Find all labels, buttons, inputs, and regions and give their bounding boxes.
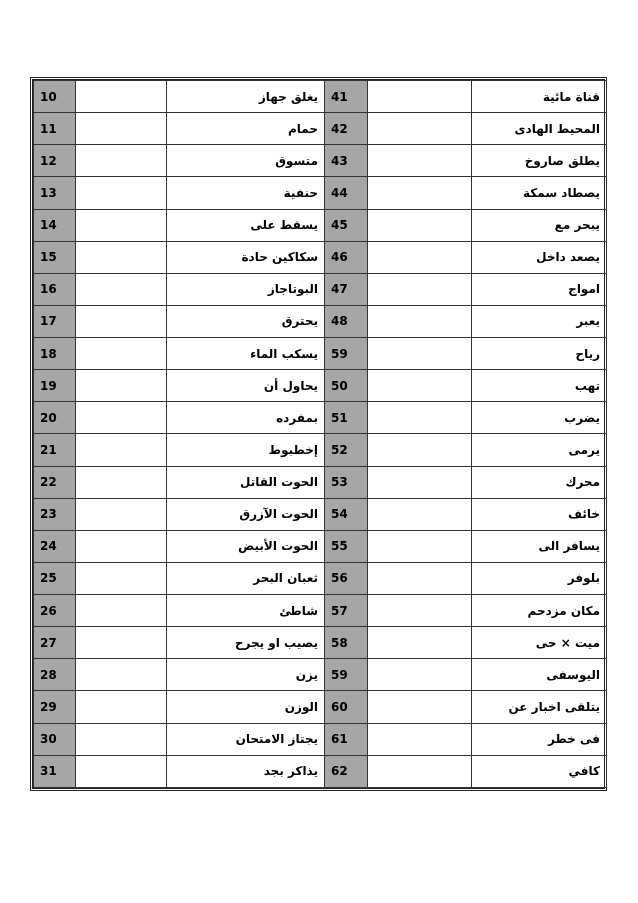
left-item-word: يحاول أن <box>167 370 325 402</box>
right-answer-cell <box>368 370 472 402</box>
left-item-number: 24 <box>34 530 76 562</box>
left-answer-cell <box>76 177 167 209</box>
table-row <box>34 177 607 209</box>
right-item-number: 42 <box>325 113 368 145</box>
left-item-word: الحوت الآزرق <box>167 498 325 530</box>
right-item-number: 61 <box>325 723 368 755</box>
table-row <box>34 209 607 241</box>
left-item-number: 25 <box>34 562 76 594</box>
left-item-word: الوزن <box>167 691 325 723</box>
left-item-number: 23 <box>34 498 76 530</box>
left-answer-cell <box>76 241 167 273</box>
table-row <box>34 595 607 627</box>
right-item-number: 59 <box>325 338 368 370</box>
left-answer-cell <box>76 113 167 145</box>
right-item-word: محرك <box>472 466 607 498</box>
left-answer-cell <box>76 145 167 177</box>
left-item-word: يسقط على <box>167 209 325 241</box>
right-answer-cell <box>368 530 472 562</box>
left-answer-cell <box>76 81 167 113</box>
left-item-word: ثعبان البحر <box>167 562 325 594</box>
right-item-number: 45 <box>325 209 368 241</box>
left-item-word: يزن <box>167 659 325 691</box>
left-item-number: 19 <box>34 370 76 402</box>
right-item-number: 56 <box>325 562 368 594</box>
right-item-word: خائف <box>472 498 607 530</box>
left-answer-cell <box>76 466 167 498</box>
right-answer-cell <box>368 723 472 755</box>
right-item-word: مكان مزدحم <box>472 595 607 627</box>
right-item-number: 50 <box>325 370 368 402</box>
right-item-number: 43 <box>325 145 368 177</box>
left-item-number: 29 <box>34 691 76 723</box>
right-answer-cell <box>368 595 472 627</box>
right-item-number: 44 <box>325 177 368 209</box>
right-item-number: 51 <box>325 402 368 434</box>
table-row <box>34 402 607 434</box>
left-item-word: الحوت الأبيض <box>167 530 325 562</box>
right-answer-cell <box>368 113 472 145</box>
left-item-number: 21 <box>34 434 76 466</box>
right-answer-cell <box>368 498 472 530</box>
right-item-word: تهب <box>472 370 607 402</box>
right-item-number: 62 <box>325 755 368 787</box>
table-row <box>34 530 607 562</box>
table-row <box>34 627 607 659</box>
table-row <box>34 273 607 305</box>
left-answer-cell <box>76 530 167 562</box>
left-item-number: 18 <box>34 338 76 370</box>
vocabulary-sheet <box>30 77 607 791</box>
right-item-number: 41 <box>325 81 368 113</box>
table-row <box>34 370 607 402</box>
left-answer-cell <box>76 338 167 370</box>
left-item-word: يجتاز الامتحان <box>167 723 325 755</box>
right-item-word: اليوسفى <box>472 659 607 691</box>
left-answer-cell <box>76 273 167 305</box>
left-item-number: 13 <box>34 177 76 209</box>
left-item-number: 30 <box>34 723 76 755</box>
left-answer-cell <box>76 209 167 241</box>
right-item-number: 54 <box>325 498 368 530</box>
left-answer-cell <box>76 562 167 594</box>
right-item-number: 57 <box>325 595 368 627</box>
left-answer-cell <box>76 627 167 659</box>
table-row <box>34 498 607 530</box>
left-item-word: يذاكر بجد <box>167 755 325 787</box>
right-answer-cell <box>368 466 472 498</box>
left-item-number: 10 <box>34 81 76 113</box>
left-item-word: حنفية <box>167 177 325 209</box>
left-item-word: إخطبوط <box>167 434 325 466</box>
right-answer-cell <box>368 81 472 113</box>
left-item-word: شاطئ <box>167 595 325 627</box>
left-item-word: حمام <box>167 113 325 145</box>
left-answer-cell <box>76 305 167 337</box>
right-item-word: المحيط الهادى <box>472 113 607 145</box>
right-item-word: يضرب <box>472 402 607 434</box>
right-item-number: 47 <box>325 273 368 305</box>
left-item-word: بمفرده <box>167 402 325 434</box>
right-item-number: 59 <box>325 659 368 691</box>
left-answer-cell <box>76 723 167 755</box>
left-item-number: 14 <box>34 209 76 241</box>
right-answer-cell <box>368 305 472 337</box>
left-item-word: يصيب او يجرح <box>167 627 325 659</box>
right-item-word: يرمى <box>472 434 607 466</box>
table-row <box>34 691 607 723</box>
right-item-number: 55 <box>325 530 368 562</box>
left-item-word: متسوق <box>167 145 325 177</box>
left-item-word: يسكب الماء <box>167 338 325 370</box>
table-row <box>34 466 607 498</box>
right-answer-cell <box>368 209 472 241</box>
left-answer-cell <box>76 659 167 691</box>
table-row <box>34 305 607 337</box>
right-item-number: 58 <box>325 627 368 659</box>
right-answer-cell <box>368 241 472 273</box>
right-item-word: يصعد داخل <box>472 241 607 273</box>
right-answer-cell <box>368 177 472 209</box>
right-answer-cell <box>368 562 472 594</box>
left-answer-cell <box>76 434 167 466</box>
table-row <box>34 659 607 691</box>
left-item-word: يحترق <box>167 305 325 337</box>
left-item-number: 12 <box>34 145 76 177</box>
right-answer-cell <box>368 659 472 691</box>
right-item-number: 60 <box>325 691 368 723</box>
right-item-word: بلوفر <box>472 562 607 594</box>
left-item-number: 22 <box>34 466 76 498</box>
table-row <box>34 562 607 594</box>
right-answer-cell <box>368 402 472 434</box>
left-item-word: البوتاجاز <box>167 273 325 305</box>
left-item-number: 15 <box>34 241 76 273</box>
left-item-number: 11 <box>34 113 76 145</box>
table-row <box>34 434 607 466</box>
right-item-number: 46 <box>325 241 368 273</box>
table-row <box>34 81 607 113</box>
right-answer-cell <box>368 145 472 177</box>
right-item-number: 52 <box>325 434 368 466</box>
right-item-number: 48 <box>325 305 368 337</box>
right-item-word: امواج <box>472 273 607 305</box>
left-item-number: 31 <box>34 755 76 787</box>
right-item-word: يصطاد سمكة <box>472 177 607 209</box>
right-item-number: 53 <box>325 466 368 498</box>
right-item-word: يتلقى اخبار عن <box>472 691 607 723</box>
right-answer-cell <box>368 338 472 370</box>
right-item-word: فى خطر <box>472 723 607 755</box>
right-answer-cell <box>368 627 472 659</box>
left-answer-cell <box>76 755 167 787</box>
right-item-word: يسافر الى <box>472 530 607 562</box>
left-answer-cell <box>76 498 167 530</box>
right-item-word: ميت × حى <box>472 627 607 659</box>
table-row <box>34 241 607 273</box>
left-item-word: يغلق جهاز <box>167 81 325 113</box>
left-item-number: 20 <box>34 402 76 434</box>
left-item-word: سكاكين حادة <box>167 241 325 273</box>
left-item-number: 26 <box>34 595 76 627</box>
left-item-number: 28 <box>34 659 76 691</box>
table-row <box>34 723 607 755</box>
vocabulary-table <box>33 80 607 788</box>
table-row <box>34 755 607 787</box>
right-item-word: يطلق صاروخ <box>472 145 607 177</box>
right-item-word: كافي <box>472 755 607 787</box>
table-row <box>34 145 607 177</box>
left-answer-cell <box>76 595 167 627</box>
left-item-word: الحوت القاتل <box>167 466 325 498</box>
right-item-word: قناة مائية <box>472 81 607 113</box>
right-answer-cell <box>368 273 472 305</box>
left-item-number: 27 <box>34 627 76 659</box>
right-answer-cell <box>368 434 472 466</box>
left-item-number: 17 <box>34 305 76 337</box>
table-row <box>34 338 607 370</box>
right-item-word: رياح <box>472 338 607 370</box>
left-answer-cell <box>76 370 167 402</box>
right-item-word: يعبر <box>472 305 607 337</box>
left-item-number: 16 <box>34 273 76 305</box>
left-answer-cell <box>76 402 167 434</box>
right-item-word: يبحر مع <box>472 209 607 241</box>
right-answer-cell <box>368 755 472 787</box>
right-answer-cell <box>368 691 472 723</box>
left-answer-cell <box>76 691 167 723</box>
vocabulary-table-body <box>34 81 607 788</box>
table-row <box>34 113 607 145</box>
